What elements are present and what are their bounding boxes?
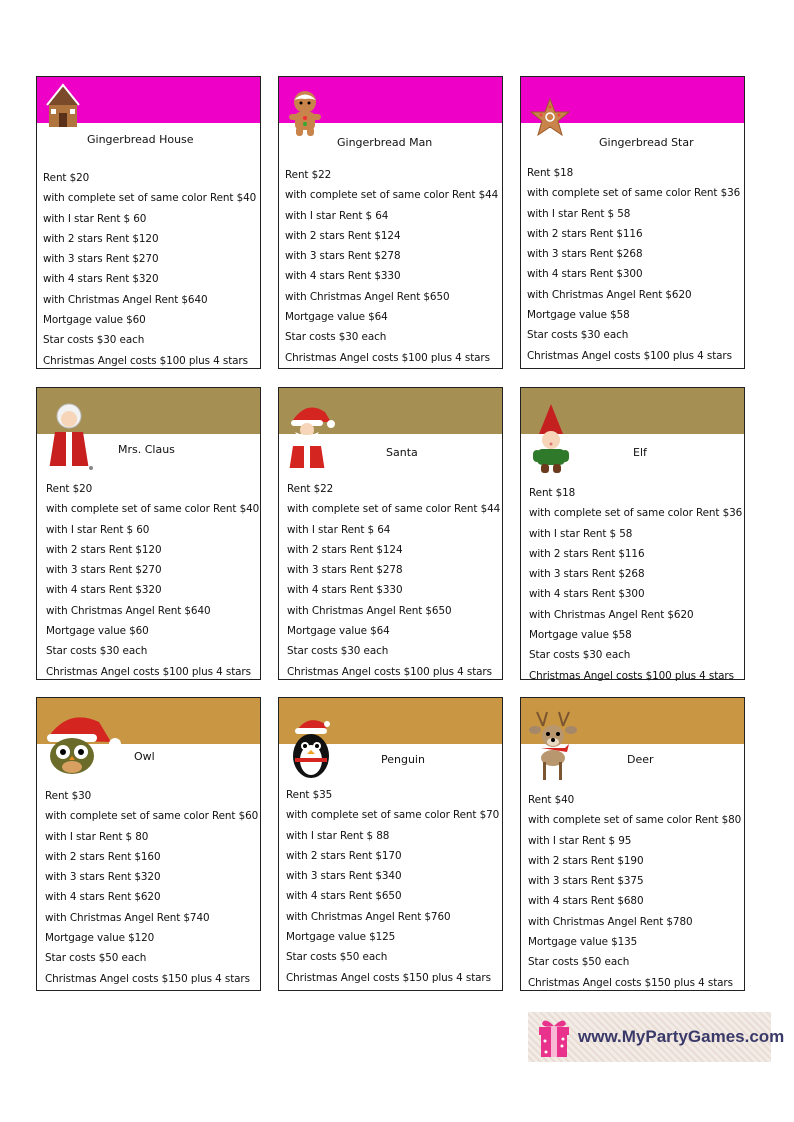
rent-row: with 3 stars Rent $268 bbox=[527, 248, 643, 261]
rent-row: Rent $18 bbox=[529, 487, 576, 499]
rent-row: with complete set of same color Rent $80 bbox=[528, 814, 742, 827]
rent-row: with complete set of same color Rent $40 bbox=[43, 192, 257, 205]
property-name: Deer bbox=[627, 753, 654, 766]
rent-row: with Christmas Angel Rent $650 bbox=[287, 604, 452, 617]
rent-row: Star costs $30 each bbox=[43, 334, 145, 347]
rent-list bbox=[528, 790, 740, 993]
rent-row: with 3 stars Rent $270 bbox=[43, 253, 159, 266]
rent-list bbox=[43, 168, 256, 371]
rent-list bbox=[529, 483, 743, 686]
rent-row: Mortgage value $64 bbox=[285, 311, 388, 324]
rent-row: with 4 stars Rent $330 bbox=[285, 270, 401, 283]
owl-icon bbox=[45, 712, 121, 774]
property-card-deer bbox=[520, 697, 745, 991]
rent-row: Star costs $30 each bbox=[46, 645, 148, 658]
rent-row: with 4 stars Rent $680 bbox=[528, 895, 644, 908]
rent-row: Star costs $50 each bbox=[528, 956, 630, 969]
property-card-gingerbread-man bbox=[278, 76, 503, 369]
property-card-mrs-claus bbox=[36, 387, 261, 680]
penguin-icon bbox=[287, 714, 335, 780]
rent-row: with 3 stars Rent $268 bbox=[529, 568, 645, 581]
rent-row: Rent $18 bbox=[527, 167, 574, 179]
rent-list bbox=[527, 163, 740, 366]
property-name: Gingerbread Star bbox=[599, 136, 694, 149]
rent-row: with 3 stars Rent $278 bbox=[285, 250, 401, 263]
rent-row: with 4 stars Rent $320 bbox=[46, 584, 162, 597]
rent-row: Star costs $30 each bbox=[287, 645, 389, 658]
rent-row: Christmas Angel costs $100 plus 4 stars bbox=[46, 665, 251, 678]
rent-row: with complete set of same color Rent $60 bbox=[45, 810, 259, 823]
rent-row: with 2 stars Rent $120 bbox=[46, 543, 162, 556]
rent-row: with Christmas Angel Rent $640 bbox=[43, 293, 208, 306]
rent-row: Christmas Angel costs $100 plus 4 stars bbox=[43, 354, 248, 367]
rent-row: with complete set of same color Rent $44 bbox=[287, 503, 501, 516]
rent-row: with I star Rent $ 88 bbox=[286, 829, 390, 842]
rent-row: with Christmas Angel Rent $780 bbox=[528, 915, 693, 928]
rent-row: with I star Rent $ 80 bbox=[45, 830, 149, 843]
rent-row: with Christmas Angel Rent $620 bbox=[527, 288, 692, 301]
rent-row: Christmas Angel costs $100 plus 4 stars bbox=[527, 349, 732, 362]
rent-row: with 3 stars Rent $340 bbox=[286, 870, 402, 883]
rent-row: Rent $20 bbox=[46, 483, 93, 495]
rent-row: Mortgage value $60 bbox=[46, 625, 149, 638]
rent-row: with Christmas Angel Rent $740 bbox=[45, 911, 210, 924]
property-name: Santa bbox=[386, 446, 418, 459]
rent-row: Mortgage value $60 bbox=[43, 314, 146, 327]
rent-row: Rent $35 bbox=[286, 789, 333, 801]
rent-row: Mortgage value $135 bbox=[528, 936, 638, 949]
rent-row: Christmas Angel costs $150 plus 4 stars bbox=[286, 971, 491, 984]
rent-row: with 2 stars Rent $160 bbox=[45, 850, 161, 863]
rent-row: Mortgage value $58 bbox=[529, 629, 632, 642]
gingerbread-star-icon bbox=[529, 97, 571, 137]
property-name: Gingerbread Man bbox=[337, 136, 433, 149]
rent-row: with complete set of same color Rent $40 bbox=[46, 503, 260, 516]
rent-list bbox=[286, 785, 498, 988]
logo-text: www.MyPartyGames.com bbox=[578, 1027, 785, 1046]
rent-row: Star costs $30 each bbox=[527, 329, 629, 342]
rent-row: Christmas Angel costs $100 plus 4 stars bbox=[287, 665, 492, 678]
rent-row: with I star Rent $ 58 bbox=[529, 527, 633, 540]
rent-row: with I star Rent $ 64 bbox=[287, 523, 391, 536]
rent-row: Christmas Angel costs $150 plus 4 stars bbox=[528, 976, 733, 989]
rent-row: with 2 stars Rent $116 bbox=[527, 227, 643, 240]
rent-row: Rent $22 bbox=[285, 169, 332, 181]
rent-row: with I star Rent $ 64 bbox=[285, 209, 389, 222]
rent-row: with complete set of same color Rent $70 bbox=[286, 809, 500, 822]
santa-icon bbox=[285, 404, 337, 474]
rent-row: with 2 stars Rent $190 bbox=[528, 854, 644, 867]
rent-row: Rent $40 bbox=[528, 794, 575, 806]
rent-row: Mortgage value $64 bbox=[287, 625, 390, 638]
property-card-owl bbox=[36, 697, 261, 991]
gingerbread-man-icon bbox=[285, 89, 325, 137]
rent-row: with I star Rent $ 60 bbox=[46, 523, 150, 536]
rent-row: with complete set of same color Rent $36 bbox=[527, 187, 741, 200]
rent-row: with 3 stars Rent $375 bbox=[528, 875, 644, 888]
rent-row: with 4 stars Rent $300 bbox=[527, 268, 643, 281]
rent-row: with complete set of same color Rent $36 bbox=[529, 507, 743, 520]
rent-row: with 2 stars Rent $170 bbox=[286, 849, 402, 862]
rent-row: Star costs $50 each bbox=[286, 951, 388, 964]
rent-row: Star costs $50 each bbox=[45, 952, 147, 965]
rent-row: with 4 stars Rent $300 bbox=[529, 588, 645, 601]
site-logo bbox=[528, 1012, 785, 1062]
rent-row: Christmas Angel costs $150 plus 4 stars bbox=[45, 972, 250, 985]
gift-box-icon bbox=[536, 1016, 572, 1058]
rent-row: Star costs $30 each bbox=[285, 331, 387, 344]
rent-row: with 2 stars Rent $116 bbox=[529, 547, 645, 560]
rent-row: with I star Rent $ 60 bbox=[43, 212, 147, 225]
rent-row: with 3 stars Rent $278 bbox=[287, 564, 403, 577]
property-name: Owl bbox=[134, 750, 155, 763]
rent-row: Mortgage value $125 bbox=[286, 931, 396, 944]
rent-list bbox=[46, 479, 260, 682]
rent-row: with complete set of same color Rent $44 bbox=[285, 189, 499, 202]
rent-row: Christmas Angel costs $100 plus 4 stars bbox=[285, 351, 490, 364]
rent-row: with 3 stars Rent $270 bbox=[46, 564, 162, 577]
property-name: Gingerbread House bbox=[87, 133, 194, 146]
rent-row: with 4 stars Rent $330 bbox=[287, 584, 403, 597]
rent-row: with Christmas Angel Rent $640 bbox=[46, 604, 211, 617]
deer-icon bbox=[529, 708, 579, 782]
property-card-penguin bbox=[278, 697, 503, 991]
property-name: Penguin bbox=[381, 753, 425, 766]
property-name: Mrs. Claus bbox=[118, 443, 175, 456]
property-card-gingerbread-star bbox=[520, 76, 745, 369]
rent-row: Christmas Angel costs $100 plus 4 stars bbox=[529, 669, 734, 682]
rent-row: with I star Rent $ 58 bbox=[527, 207, 631, 220]
rent-list bbox=[287, 479, 501, 682]
rent-row: Rent $30 bbox=[45, 790, 92, 802]
mrs-claus-icon bbox=[47, 402, 99, 472]
rent-row: with Christmas Angel Rent $650 bbox=[285, 290, 450, 303]
property-card-gingerbread-house bbox=[36, 76, 261, 369]
rent-row: Mortgage value $120 bbox=[45, 932, 155, 945]
rent-row: Star costs $30 each bbox=[529, 649, 631, 662]
rent-row: with 4 stars Rent $320 bbox=[43, 273, 159, 286]
rent-row: with Christmas Angel Rent $760 bbox=[286, 910, 451, 923]
rent-row: with 3 stars Rent $320 bbox=[45, 871, 161, 884]
rent-row: with Christmas Angel Rent $620 bbox=[529, 608, 694, 621]
rent-row: with 2 stars Rent $124 bbox=[285, 229, 401, 242]
property-name: Elf bbox=[633, 446, 647, 459]
property-card-elf bbox=[520, 387, 745, 680]
rent-row: with 2 stars Rent $120 bbox=[43, 232, 159, 245]
rent-row: Mortgage value $58 bbox=[527, 309, 630, 322]
elf-icon bbox=[531, 404, 571, 476]
rent-row: with 4 stars Rent $620 bbox=[45, 891, 161, 904]
gingerbread-house-icon bbox=[43, 81, 83, 129]
rent-list bbox=[45, 786, 259, 989]
property-card-santa bbox=[278, 387, 503, 680]
rent-row: Rent $20 bbox=[43, 172, 90, 184]
rent-row: with 2 stars Rent $124 bbox=[287, 543, 403, 556]
rent-row: with 4 stars Rent $650 bbox=[286, 890, 402, 903]
rent-row: Rent $22 bbox=[287, 483, 334, 495]
rent-list bbox=[285, 165, 498, 368]
rent-row: with I star Rent $ 95 bbox=[528, 834, 632, 847]
